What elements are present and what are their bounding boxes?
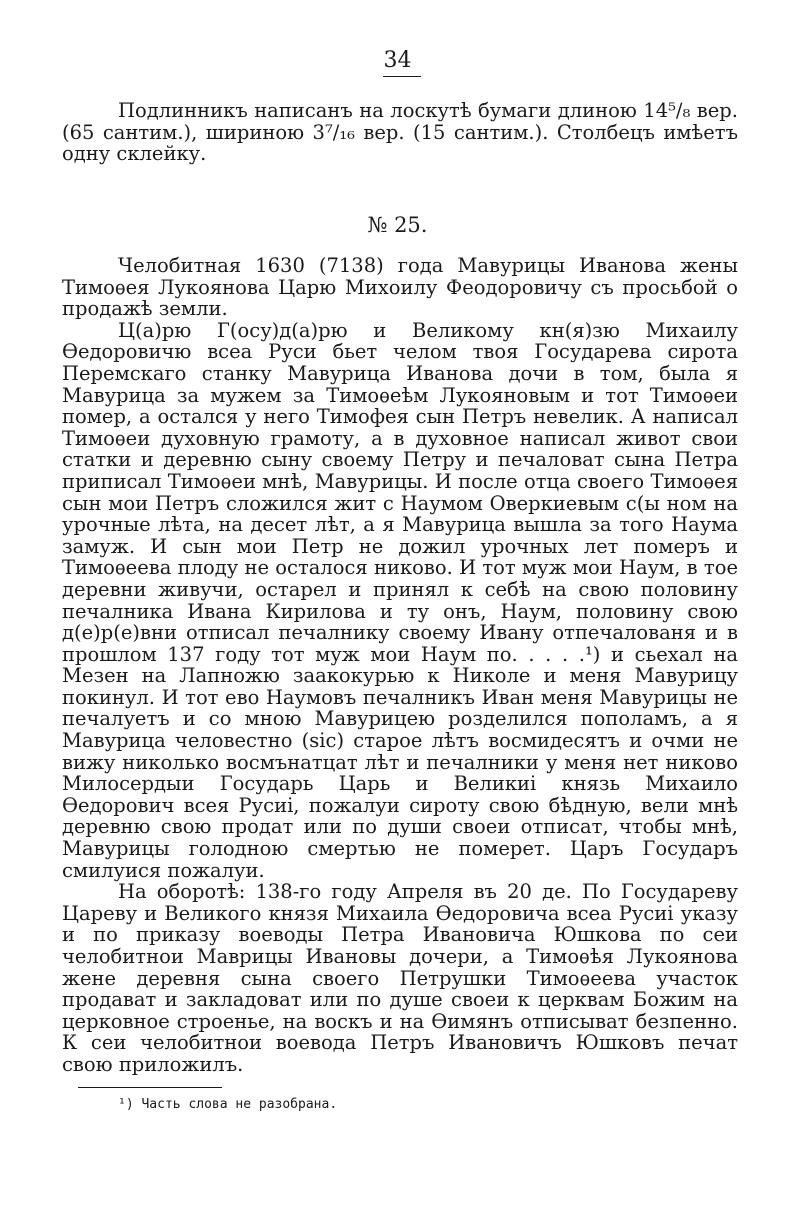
footnote-divider	[78, 1087, 222, 1088]
document-body: Ц(а)рю Г(осу)д(а)рю и Великому кн(я)зю Михаилу Ѳедоровичю всеа Руси бьет челом твоя Государева сирота Перемскаго станку Мавурица Иванова дочи в том, была я Мавурица за мужем за Тимоѳеѣм Лукояновым и тот Тимоѳеи помер, а остался у него Тимофея сын Петръ невелик. А написал Тимоѳеи духовную грамоту, а в духовное написал живот свои статки и деревню сыну своему Петру и печаловат сына Петра приписал Тимоѳеи мнѣ, Мавурицы. И после отца своего Тимоѳея сын мои Петръ сложился жит с Наумом Оверкиевым с(ы ном на урочные лѣта, на десет лѣт, а я Мавурица вышла за того Наума замуж. И сын мои Петр не дожил урочных лет померъ и Тимоѳеева плоду не осталося никово. И тот муж мои Наум, в тое деревни живучи, остарел и принял к себѣ на свою половину печалника Ивана Кирилова и ту онъ, Наум, половину свою д(е)р(е)вни отписал печалнику своему Ивану отпечалованя и в прошлом 137 году тот муж мои Наум по. . . . .¹) и сьехал на Мезен на Лапножю заакокурью к Николе и меня Мавурицу покинул. И тот ево Наумовъ печалникъ Иван меня Мавурицы не печалуетъ и со мною Мавурицею розделился пополамъ, а я Мавурица человестно (sic) старое лѣтъ восмидесятъ и очми не вижу николько восмънатцат лѣт и печалники у меня нет никово Милосердыи Государь Царь и Великиі князь Михаило Ѳедорович всея Русиі, пожалуи сироту свою бѣдную, вели мнѣ деревню свою продат или по души своеи отписат, чтобы мнѣ, Мавурицы голодною смертью не померет. Царъ Государъ смилуися пожалуи.	[62, 318, 738, 882]
page-number: 34	[383, 48, 412, 73]
intro-block	[62, 100, 738, 165]
footnote: ¹) Часть слова не разобрана.	[118, 1097, 338, 1112]
intro-paragraph: Подлинникъ написанъ на лоскутѣ бумаги длиною 14⁵/₈ вер. (65 сантим.), шириною 3⁷/₁₆ вер. (15 сантим.). Столбецъ имѣетъ одну склейку.	[62, 99, 738, 166]
page-number-underline	[383, 76, 421, 77]
document-reverse-note: На оборотѣ: 138-го году Апреля въ 20 де. По Государеву Цареву и Великого князя Михаила Ѳедоровича всеа Русиі указу и по приказу воеводы Петра Ивановича Юшкова по сеи челобитнои Маврицы Ивановы дочери, а Тимоѳѣя Лукоянова жене деревня сына своего Петрушки Тимоѳеева участок продават и закладоват или по душе своеи к церквам Божим на церковное строенье, на воскъ и на Ѳимянъ отписыват безпенно. К сеи челобитнои воевода Петръ Ивановичъ Юшковъ печат свою приложилъ.	[62, 880, 738, 1076]
document-number: № 25.	[367, 213, 428, 237]
document-text	[62, 255, 738, 1076]
document-summary: Челобитная 1630 (7138) года Мавурицы Иванова жены Тимоѳея Лукоянова Царю Михоилу Феодоровичу съ просьбой о продажѣ земли.	[62, 254, 738, 321]
